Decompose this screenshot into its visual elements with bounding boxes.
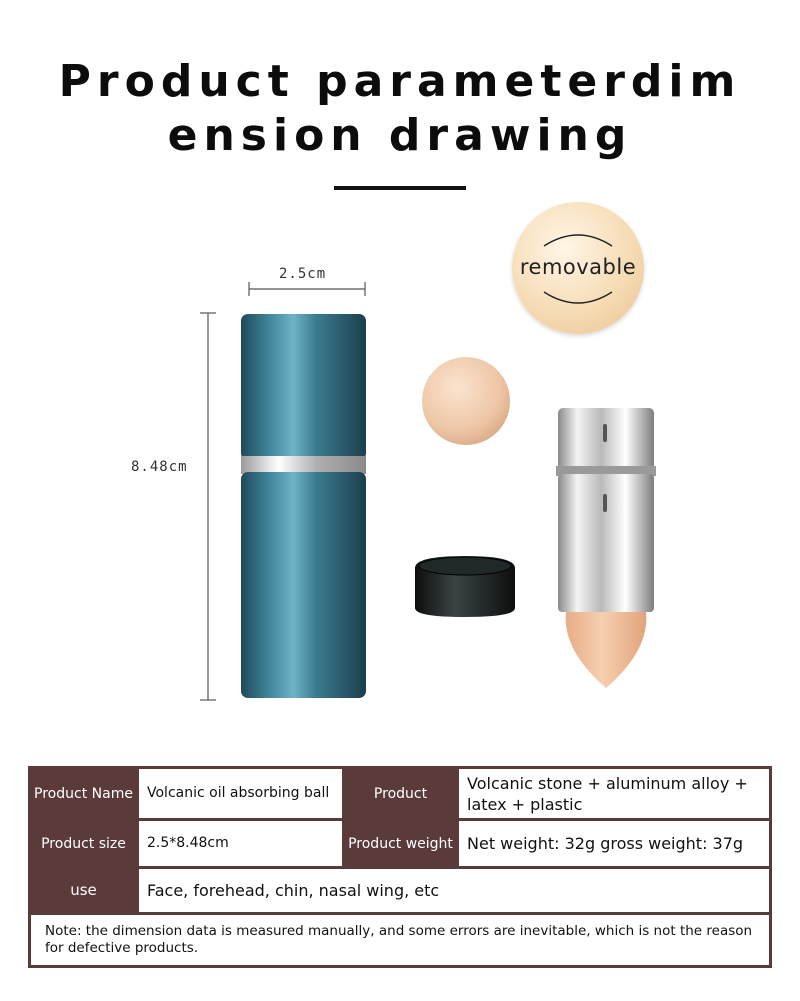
- material-label: Product: [344, 768, 458, 820]
- product-size-value: 2.5*8.48cm: [138, 820, 344, 868]
- black-cap-ring: [415, 556, 515, 617]
- product-name-label: Product Name: [30, 768, 138, 820]
- width-dimension-label: 2.5cm: [279, 266, 327, 282]
- material-value: Volcanic stone + aluminum alloy + latex + plastic: [458, 768, 771, 820]
- latex-sponge-tip: [566, 612, 647, 688]
- height-dimension-label: 8.48cm: [131, 459, 188, 475]
- silver-applicator-tube: [556, 408, 656, 612]
- specification-table: [28, 766, 772, 968]
- width-dimension-line: [249, 282, 365, 296]
- removable-label: removable: [519, 255, 637, 279]
- height-dimension-line: [200, 313, 216, 700]
- use-label: use: [30, 868, 138, 914]
- removable-badge: [512, 202, 644, 334]
- volcanic-stone-ball: [422, 357, 510, 445]
- blue-aluminum-tube: [241, 314, 366, 698]
- page-title-line-2: ension drawing: [167, 110, 633, 161]
- product-weight-value: Net weight: 32g gross weight: 37g: [458, 820, 771, 868]
- measurement-note: Note: the dimension data is measured manually, and some errors are inevitable, which is not the reason for defective products.: [30, 914, 771, 967]
- product-size-label: Product size: [30, 820, 138, 868]
- product-name-value: Volcanic oil absorbing ball: [138, 768, 344, 820]
- use-value: Face, forehead, chin, nasal wing, etc: [138, 868, 771, 914]
- page-title-line-1: Product parameterdim: [58, 56, 742, 107]
- product-weight-label: Product weight: [344, 820, 458, 868]
